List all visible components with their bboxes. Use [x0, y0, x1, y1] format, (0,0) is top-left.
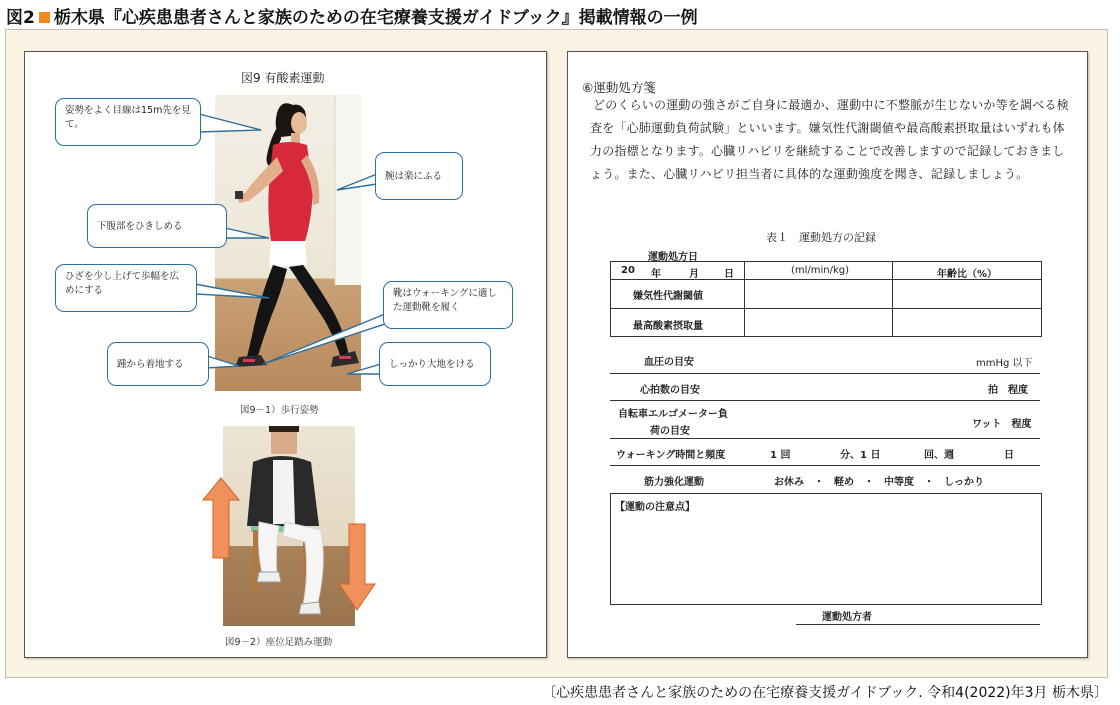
right-page — [567, 51, 1088, 658]
bp-unit: mmHg 以下 — [976, 358, 1033, 369]
prescription-table — [610, 261, 1042, 337]
walk-label: ウォーキング時間と頻度 — [616, 450, 726, 461]
bubble-shoes: 靴はウォーキングに適した運動靴を履く — [383, 281, 513, 329]
date-month: 月 — [689, 269, 699, 280]
bp-label: 血圧の目安 — [644, 357, 694, 368]
left-page — [24, 51, 547, 658]
figure-title: 図2 栃木県『心疾患患者さんと家族のための在宅療養支援ガイドブック』掲載情報の一例 — [6, 8, 698, 28]
down-arrow-icon — [337, 522, 377, 612]
caption-seated: 図9－2）座位足踏み運動 — [225, 637, 333, 648]
bubble-push: しっかり大地をける — [379, 342, 491, 386]
unit-header: (ml/min/kg) — [791, 265, 850, 276]
notes-box — [610, 493, 1042, 605]
date-label: 運動処方日 — [648, 252, 698, 263]
walk-once: 1 回 — [770, 450, 791, 461]
bubble-heel: 踵から着地する — [107, 342, 209, 386]
bubble-knees: ひざを少し上げて歩幅を広めにする — [55, 264, 197, 312]
date-day: 日 — [724, 269, 734, 280]
notes-label: 【運動の注意点】 — [615, 502, 695, 513]
bubble-posture: 姿勢をよく目線は15m先を見て。 — [55, 98, 201, 146]
left-page-heading: 図9 有酸素運動 — [241, 71, 325, 85]
intro-paragraph: どのくらいの運動の強さがご自身に最適か、運動中に不整脈が生じないか等を調べる検査を「心肺運動負荷試験」といいます。嫌気性代謝閾値や最高酸素摂取量はいずれも体力の指標となります。心臓リハビリを継続することで改善しますので記録しておきましょう。また、心臓リハビリ担当者に具体的な運動強度を聞き、記録しましょう。 — [590, 98, 1069, 181]
hr-unit: 拍 程度 — [988, 385, 1028, 396]
date-year-prefix: 20 — [621, 265, 635, 276]
seated-man-illustration — [223, 426, 355, 626]
strength-label: 筋力強化運動 — [644, 477, 704, 488]
prescriber-label: 運動処方者 — [822, 612, 872, 623]
seated-stepping-photo — [223, 426, 355, 626]
table-caption: 表１ 運動処方の記録 — [766, 231, 876, 244]
walk-day: 日 — [1004, 450, 1014, 461]
row-peak-vo2: 最高酸素摂取量 — [633, 321, 703, 332]
date-year: 年 — [651, 269, 661, 280]
walk-times: 回、週 — [924, 450, 954, 461]
age-ratio-header: 年齢比（%） — [937, 269, 998, 280]
caption-walking: 図9－1）歩行姿勢 — [240, 405, 319, 416]
bubble-abdomen: 下腹部をひきしめる — [87, 204, 227, 248]
bubble-arms: 腕は楽にふる — [375, 152, 463, 200]
ergo-label-line2: 荷の目安 — [650, 426, 690, 437]
ergo-unit: ワット 程度 — [972, 419, 1032, 430]
walk-minutes: 分、1 日 — [840, 450, 881, 461]
row-anaerobic-threshold: 嫌気性代謝閾値 — [633, 291, 703, 302]
ergo-label-line1: 自転車エルゴメーター負 — [618, 409, 728, 420]
hr-label: 心拍数の目安 — [640, 385, 700, 396]
section-title: ⑥運動処方箋 — [582, 80, 656, 95]
strength-options: お休み ・ 軽め ・ 中等度 ・ しっかり — [774, 477, 984, 488]
up-arrow-icon — [201, 476, 241, 560]
source-note: 〔心疾患患者さんと家族のための在宅療養支援ガイドブック. 令和4(2022)年3月 栃木県〕 — [542, 685, 1108, 701]
accent-square-icon — [39, 12, 50, 23]
